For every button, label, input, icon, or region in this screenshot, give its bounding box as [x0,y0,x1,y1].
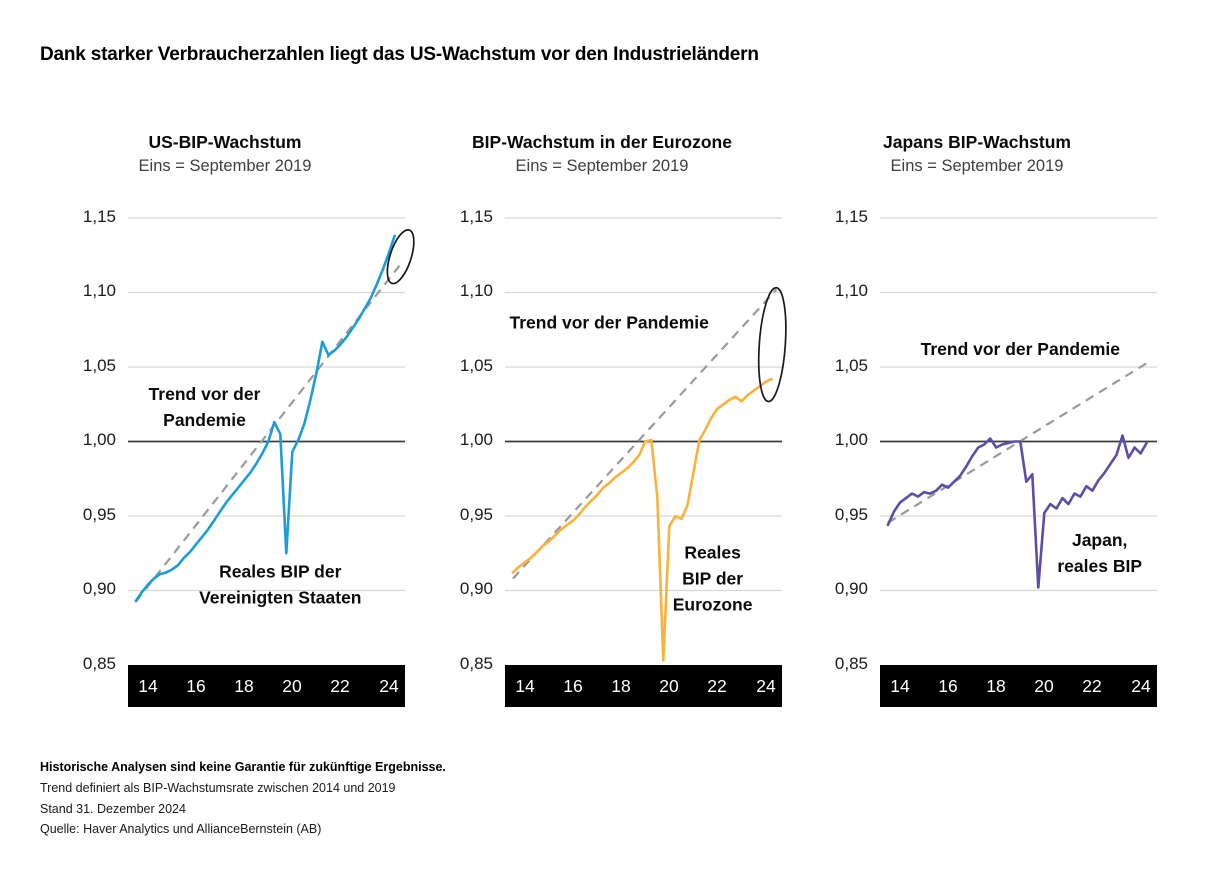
footnote-trend-definition: Trend definiert als BIP-Wachstumsrate zwischen 2014 und 2019 [40,780,396,795]
x-axis-label: 22 [330,676,350,696]
x-axis-label: 20 [659,676,679,696]
footnotes [40,757,446,840]
x-axis-label: 16 [186,676,206,696]
chart-block-us [40,130,410,715]
y-axis-label: 0,95 [834,505,868,524]
chart-header [417,130,787,178]
chart-title: BIP-Wachstum in der Eurozone [472,132,732,152]
chart-title: Japans BIP-Wachstum [882,132,1071,152]
x-axis-label: 24 [379,676,399,696]
x-axis-label: 18 [986,676,1006,696]
x-axis-label: 18 [611,676,631,696]
y-axis-label: 1,15 [82,207,116,226]
series-annotation: Reales BIP der Vereinigten Staaten [199,561,362,608]
series-annotation: Reales BIP der Eurozone [672,542,753,615]
trend-annotation: Trend vor der Pandemie [509,312,709,333]
y-axis [417,207,493,673]
gap-highlight-ellipse [755,287,789,403]
y-axis-label: 1,15 [459,207,493,226]
y-axis-label: 1,15 [834,207,868,226]
y-axis-label: 0,95 [82,505,116,524]
y-axis-label: 1,10 [459,281,493,300]
chart-header [40,130,410,178]
page-title: Dank starker Verbraucherzahlen liegt das US-Wachstum vor den Industrieländern [40,44,759,65]
x-axis-label: 16 [938,676,958,696]
y-axis [792,207,868,673]
plot-area [128,214,405,665]
footnote-disclaimer: Historische Analysen sind keine Garantie für zukünftige Ergebnisse. [40,760,446,774]
chart-subtitle: Eins = September 2019 [138,157,312,175]
chart-header [792,130,1162,178]
footnote-as-of-date: Stand 31. Dezember 2024 [40,801,186,816]
y-axis-label: 0,90 [82,579,116,598]
chart-subtitle: Eins = September 2019 [890,157,1064,175]
trend-annotation: Trend vor der Pandemie [148,384,261,431]
y-axis-label: 0,85 [834,654,868,673]
y-axis-label: 1,00 [459,430,493,449]
plot-svg [128,214,405,665]
x-axis-label: 20 [282,676,302,696]
x-axis-label: 14 [890,676,910,696]
trend-dashed-line [513,290,777,579]
y-axis-label: 1,05 [834,356,868,375]
chart-subtitle: Eins = September 2019 [515,157,689,175]
x-axis-label: 22 [1082,676,1102,696]
x-axis-label: 20 [1034,676,1054,696]
y-axis-label: 1,10 [82,281,116,300]
series-annotation: Japan, reales BIP [1057,530,1143,577]
x-axis-label: 14 [138,676,158,696]
y-axis-label: 1,05 [459,356,493,375]
plot-area [505,214,782,665]
y-axis-label: 1,05 [82,356,116,375]
chart-block-eurozone [417,130,787,715]
footnote-source: Quelle: Haver Analytics und AllianceBernstein (AB) [40,822,322,837]
x-axis-label: 24 [756,676,776,696]
plot-svg [880,214,1157,665]
y-axis-label: 0,85 [459,654,493,673]
x-axis-bar [505,665,782,707]
x-axis-label: 14 [515,676,535,696]
eurozone-gdp-line [513,379,772,661]
y-axis-label: 0,95 [459,505,493,524]
y-axis-label: 1,00 [82,430,116,449]
y-axis-label: 0,90 [834,579,868,598]
x-axis-label: 24 [1131,676,1151,696]
y-axis-label: 0,90 [459,579,493,598]
x-axis-label: 16 [563,676,583,696]
x-axis-bar [128,665,405,707]
chart-title: US-BIP-Wachstum [148,132,302,152]
chart-block-japan [792,130,1162,715]
trend-annotation: Trend vor der Pandemie [920,339,1120,360]
x-axis-bar [880,665,1157,707]
y-axis-label: 0,85 [82,654,116,673]
plot-area [880,214,1157,665]
y-axis [40,207,116,673]
y-axis-label: 1,00 [834,430,868,449]
y-axis-label: 1,10 [834,281,868,300]
x-axis-label: 18 [234,676,254,696]
plot-svg [505,214,782,665]
x-axis-label: 22 [707,676,727,696]
